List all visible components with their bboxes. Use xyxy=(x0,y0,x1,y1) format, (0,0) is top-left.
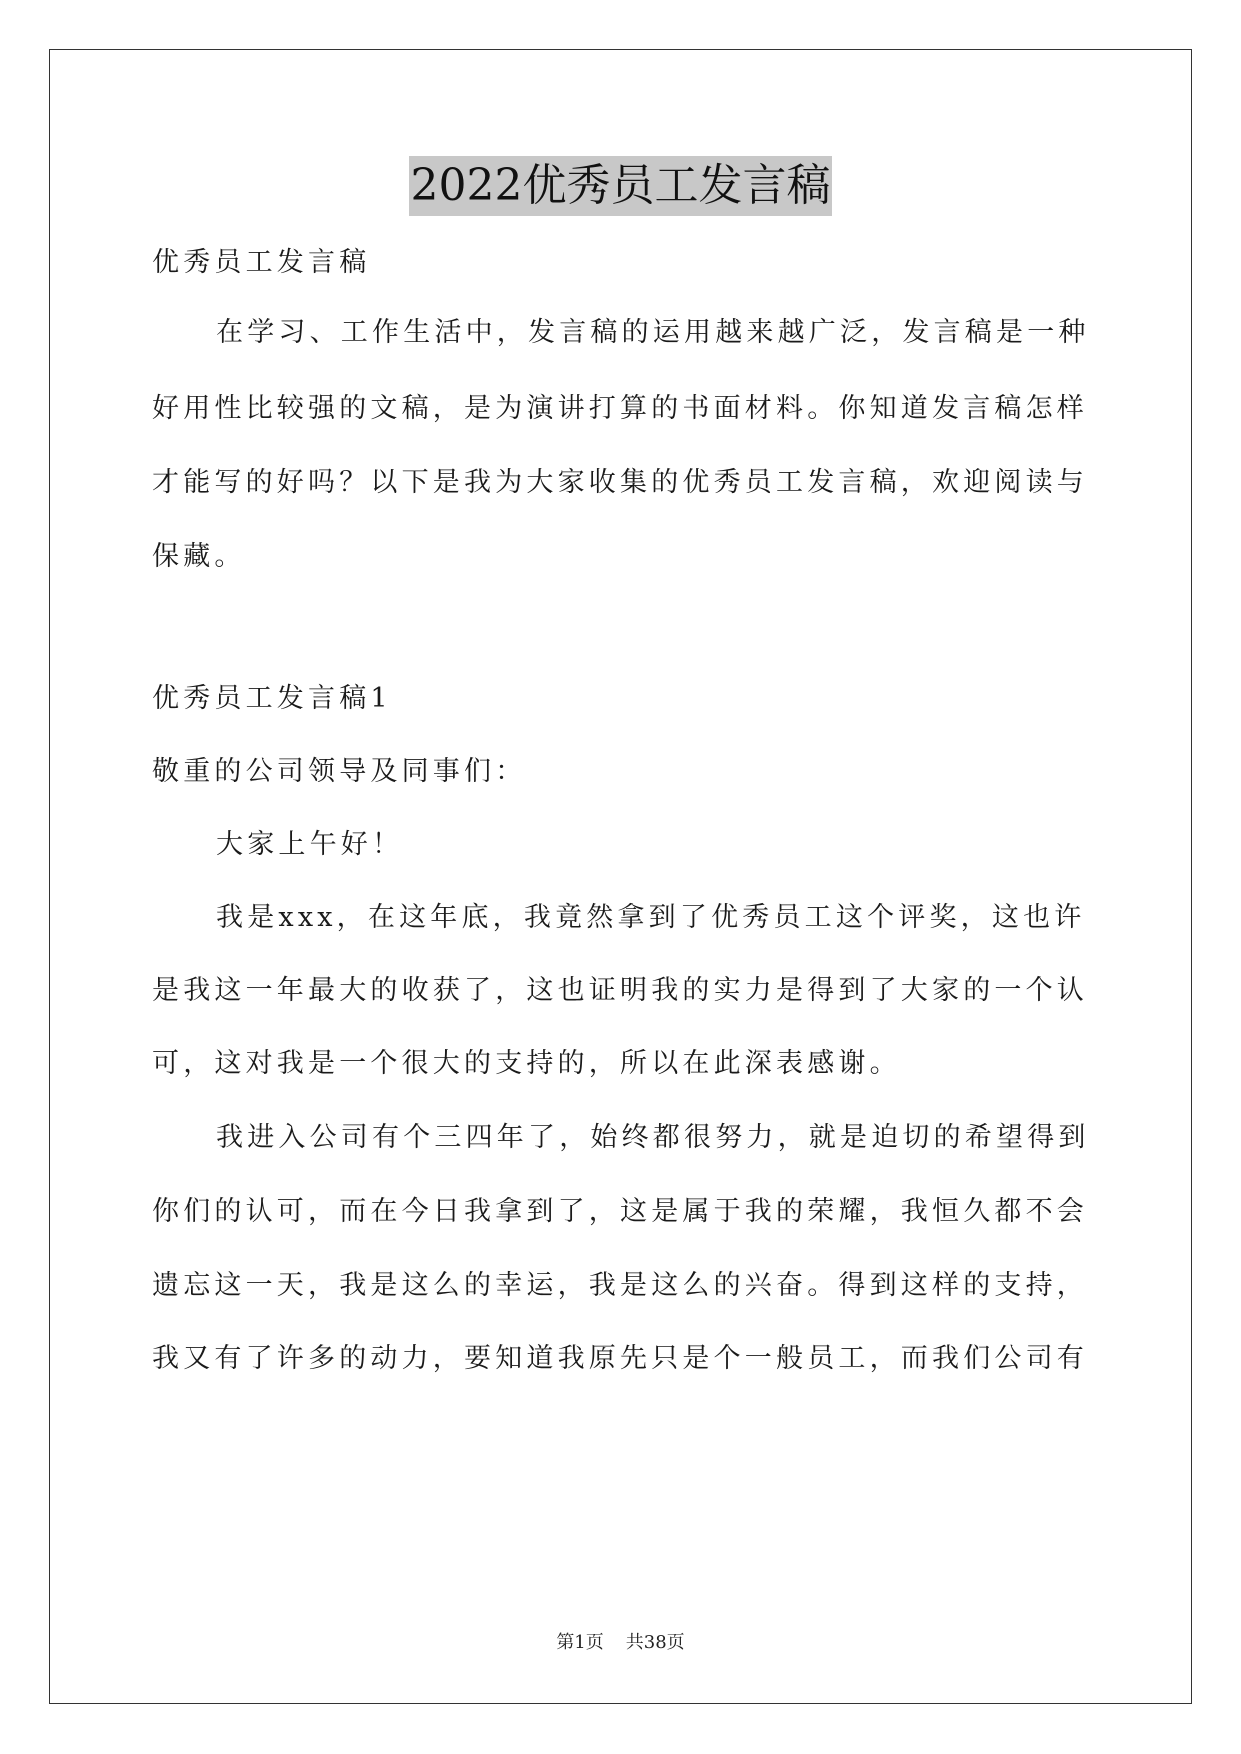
paragraph-line: 我进入公司有个三四年了，始终都很努力，就是迫切的希望得到 xyxy=(216,1122,1090,1153)
paragraph-line: 好用性比较强的文稿，是为演讲打算的书面材料。你知道发言稿怎样 xyxy=(152,393,1088,424)
paragraph-line: 我又有了许多的动力，要知道我原先只是个一般员工，而我们公司有 xyxy=(152,1343,1088,1374)
greeting-line: 大家上午好！ xyxy=(216,829,404,860)
paragraph-line: 在学习、工作生活中，发言稿的运用越来越广泛，发言稿是一种 xyxy=(216,317,1090,348)
page-border xyxy=(49,49,1192,1704)
page-number-current: 第1页 xyxy=(556,1632,604,1653)
paragraph-line: 我是xxx，在这年底，我竟然拿到了优秀员工这个评奖，这也许 xyxy=(216,902,1086,933)
document-title: 2022优秀员工发言稿 xyxy=(409,156,833,216)
paragraph-line: 遗忘这一天，我是这么的幸运，我是这么的兴奋。得到这样的支持， xyxy=(152,1270,1088,1301)
title-container xyxy=(0,156,1241,216)
page-footer xyxy=(0,1628,1241,1654)
salutation-line: 敬重的公司领导及同事们： xyxy=(152,756,527,787)
page-number-total: 共38页 xyxy=(625,1632,685,1653)
paragraph-line: 才能写的好吗？以下是我为大家收集的优秀员工发言稿，欢迎阅读与 xyxy=(152,467,1088,498)
paragraph-line: 可，这对我是一个很大的支持的，所以在此深表感谢。 xyxy=(152,1048,901,1079)
section-heading: 优秀员工发言稿1 xyxy=(152,683,392,714)
paragraph-line: 你们的认可，而在今日我拿到了，这是属于我的荣耀，我恒久都不会 xyxy=(152,1196,1088,1227)
subtitle-line: 优秀员工发言稿 xyxy=(152,247,371,278)
paragraph-line: 是我这一年最大的收获了，这也证明我的实力是得到了大家的一个认 xyxy=(152,975,1088,1006)
paragraph-line: 保藏。 xyxy=(152,541,246,572)
